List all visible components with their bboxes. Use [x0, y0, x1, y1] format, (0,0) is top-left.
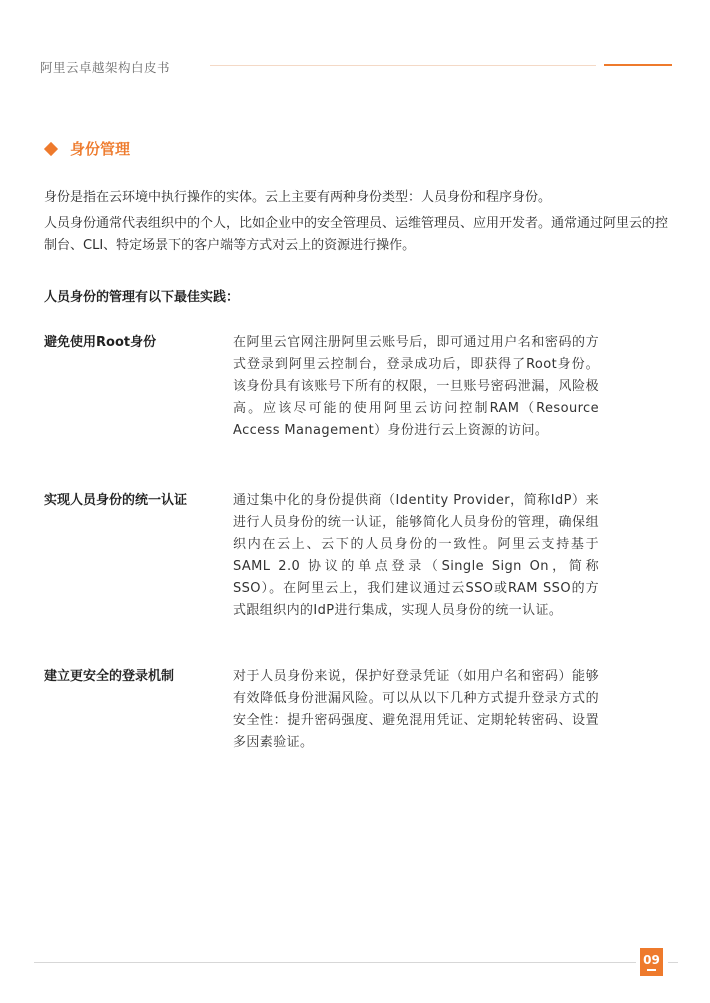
page-number-badge [640, 948, 663, 976]
header-divider [210, 65, 596, 66]
section-heading [44, 138, 130, 159]
intro-text [44, 187, 674, 257]
practice-description: 在阿里云官网注册阿里云账号后，即可通过用户名和密码的方式登录到阿里云控制台，登录成功后，即获得了Root身份。该身份具有该账号下所有的权限，一旦账号密码泄漏，风险极高。应该尽可能的使用阿里云访问控制RAM（Resource Access Management）身份进行云上资源的访问。 [233, 335, 599, 438]
footer-divider [34, 962, 636, 963]
page-number-underline [647, 969, 656, 971]
intro-paragraph: 身份是指在云环境中执行操作的实体。云上主要有两种身份类型：人员身份和程序身份。 [44, 190, 552, 205]
intro-paragraph: 人员身份通常代表组织中的个人，比如企业中的安全管理员、运维管理员、应用开发者。通常通过阿里云的控制台、CLI、特定场景下的客户端等方式对云上的资源进行操作。 [44, 216, 669, 253]
practice-description: 通过集中化的身份提供商（Identity Provider，简称IdP）来进行人员身份的统一认证，能够简化人员身份的管理，确保组织内在云上、云下的人员身份的一致性。阿里云支持基于 SAML 2.0 协议的单点登录（Single Sign On，简称 SSO）。在阿里云上，我们建议通过云SSO或RAM SSO的方式跟组织内的IdP进行集成，实现人员身份的统一认证。 [233, 493, 599, 618]
footer-divider [668, 962, 678, 963]
practice-label: 避免使用Root身份 [44, 335, 157, 350]
document-header-title: 阿里云卓越架构白皮书 [40, 60, 171, 75]
practices-lead: 人员身份的管理有以下最佳实践： [44, 290, 240, 305]
header-accent-bar [604, 64, 672, 66]
practice-description: 对于人员身份来说，保护好登录凭证（如用户名和密码）能够有效降低身份泄漏风险。可以从以下几种方式提升登录方式的安全性：提升密码强度、避免混用凭证、定期轮转密码、设置多因素验证。 [233, 669, 599, 750]
page-number: 09 [643, 953, 660, 967]
practice-label: 实现人员身份的统一认证 [44, 493, 188, 508]
section-title: 身份管理 [70, 140, 131, 158]
practice-label: 建立更安全的登录机制 [44, 669, 175, 684]
diamond-bullet-icon [44, 141, 58, 155]
